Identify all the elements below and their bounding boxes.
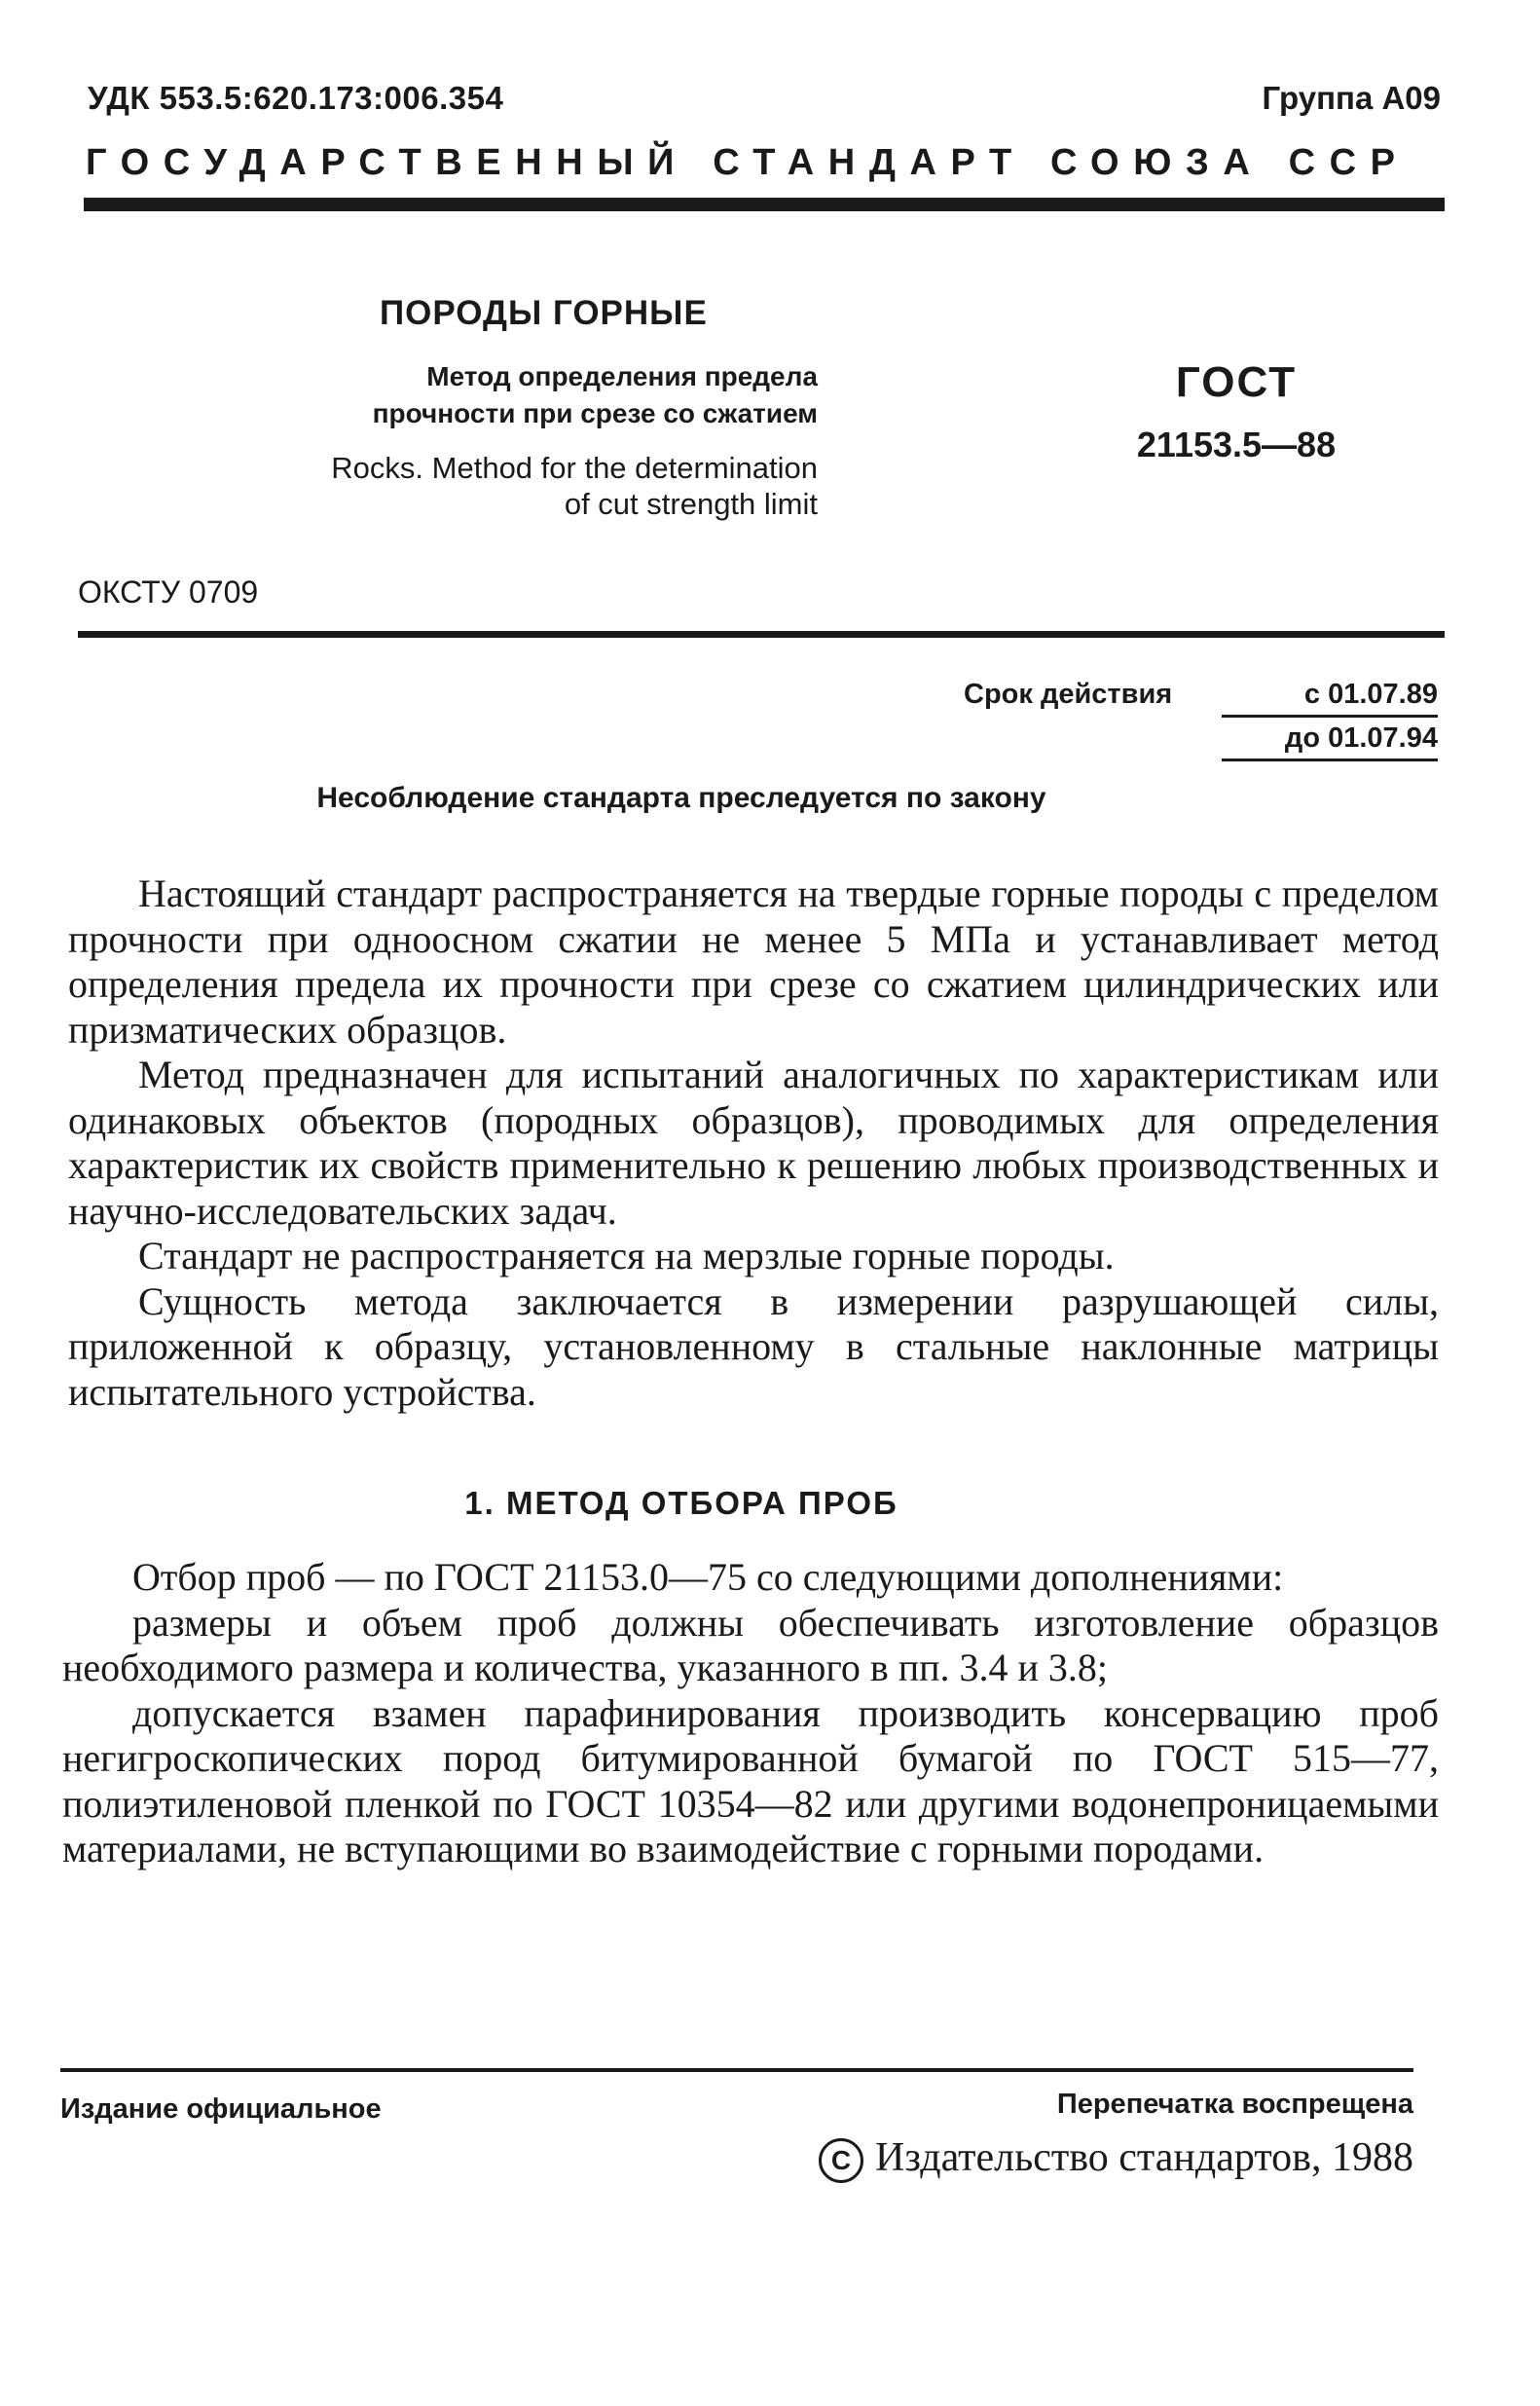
okstu-code: ОКСТУ 0709 <box>78 574 259 610</box>
publisher-name: Издательство стандартов, 1988 <box>875 2135 1413 2180</box>
section-heading: 1. МЕТОД ОТБОРА ПРОБ <box>464 1485 898 1521</box>
edition-label: Издание официальное <box>60 2093 382 2125</box>
validity-label: Срок действия <box>964 679 1173 710</box>
english-title-line-1: Rocks. Method for the determination <box>331 451 818 485</box>
udk-code: УДК 553.5:620.173:006.354 <box>88 80 504 116</box>
english-title <box>195 450 818 522</box>
gost-number: 21153.5—88 <box>1136 425 1337 464</box>
validity-to: до 01.07.94 <box>1222 722 1438 761</box>
document-title: ПОРОДЫ ГОРНЫЕ <box>380 294 708 332</box>
intro-paragraph: Стандарт не распространяется на мерзлые горные породы. <box>138 1234 1115 1277</box>
subtitle-line-2: прочности при срезе со сжатием <box>372 398 818 428</box>
header-divider <box>84 198 1445 211</box>
english-title-line-2: of cut strength limit <box>564 487 818 521</box>
intro-text <box>68 871 1439 1415</box>
title-divider <box>78 631 1445 638</box>
section-text <box>62 1555 1439 1872</box>
footer-divider <box>60 2068 1413 2072</box>
validity-from: с 01.07.89 <box>1222 679 1438 718</box>
group-code: Группа А09 <box>1262 80 1441 116</box>
law-notice: Несоблюдение стандарта преследуется по закону <box>316 782 1046 814</box>
section-paragraph: размеры и объем проб должны обеспечивать изготовление образцов необходимого размера и количества, указанного в пп. 3.4 и 3.8; <box>62 1600 1439 1689</box>
state-standard-heading: ГОСУДАРСТВЕННЫЙ СТАНДАРТ СОЮЗА ССР <box>86 142 1410 183</box>
reprint-notice: Перепечатка воспрещена <box>1056 2089 1413 2120</box>
intro-paragraph: Сущность метода заключается в измерении разрушающей силы, приложенной к образцу, установленному в стальные наклонные матрицы испытательного устройства. <box>68 1278 1439 1414</box>
section-paragraph: допускается взамен парафинирования производить консервацию проб негигроскопических пород битумированной бумагой по ГОСТ 515—77, полиэтиленовой пленкой по ГОСТ 10354—82 или другими водонепроницаемыми материалами, не вступающими во взаимодействие с горными породами. <box>62 1690 1439 1870</box>
section-paragraph: Отбор проб — по ГОСТ 21153.0—75 со следующими дополнениями: <box>132 1555 1284 1599</box>
copyright-icon: C <box>819 2138 863 2183</box>
intro-paragraph: Настоящий стандарт распространяется на твердые горные породы с пределом прочности при одноосном сжатии не менее 5 МПа и устанавливает метод определения предела их прочности при срезе со сжатием цилиндрических или призматических образцов. <box>68 871 1439 1052</box>
subtitle-line-1: Метод определения предела <box>426 361 818 391</box>
intro-paragraph: Метод предназначен для испытаний аналогичных по характеристикам или одинаковых объектов (породных образцов), проводимых для определения характеристик их свойств применительно к решению любых производственных и научно-исследовательских задач. <box>68 1053 1439 1233</box>
publisher-line <box>819 2134 1413 2183</box>
gost-label: ГОСТ <box>1175 358 1298 406</box>
document-subtitle <box>195 358 818 432</box>
